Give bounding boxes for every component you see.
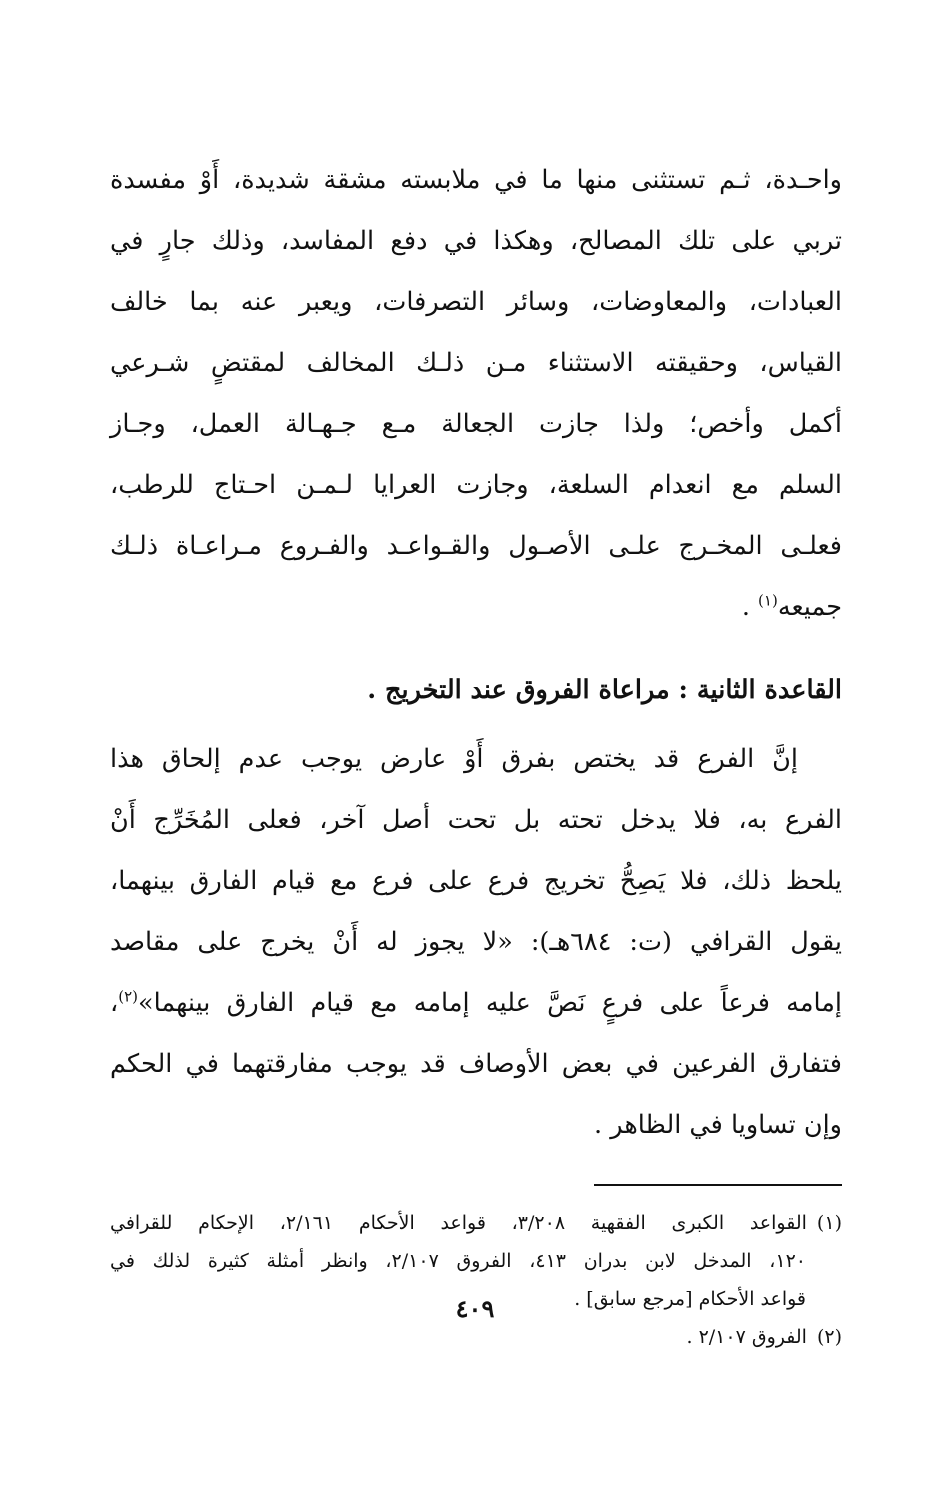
paragraph-1-line: العبادات، والمعاوضات، وسائر التصرفات، ويعبر عنه بما خالف: [110, 287, 842, 317]
footnote-2: [110, 1318, 842, 1356]
paragraph-1-line: السلم مع انعدام السلعة، وجازت العرايا لـمـن احـتاج للرطب،: [110, 470, 842, 500]
paragraph-1: [110, 150, 842, 638]
paragraph-1-line: جميعه: [777, 592, 842, 622]
paragraph-1-end: .: [741, 592, 759, 622]
footnote-line: القواعد الكبرى الفقهية ٣/٢٠٨، قواعد الأحكام ٢/١٦١، الإحكام للقرافي: [110, 1212, 807, 1234]
paragraph-1-line: أكمل وأخص؛ ولذا جازت الجعالة مـع جـهـالة العمل، وجـاز: [110, 409, 842, 439]
paragraph-2-line: إمامه فرعاً على فرعٍ نَصَّ عليه إمامه مع قيام الفارق بينهما»: [138, 988, 842, 1018]
paragraph-1-line: واحـدة، ثـم تستثنى منها ما في ملابسته مشقة شديدة، أَوْ مفسدة: [110, 165, 842, 195]
paragraph-2-ref-suffix: ،: [110, 988, 119, 1018]
footnote-line: قواعد الأحكام [مرجع سابق] .: [574, 1288, 806, 1310]
paragraph-1-line: تربي على تلك المصالح، وهكذا في دفع المفاسد، وذلك جارٍ في: [110, 226, 842, 256]
paragraph-1-line: القياس، وحقيقته الاستثناء مـن ذلـك المخالف لمقتضٍ شـرعي: [110, 348, 842, 378]
paragraph-2-line: الفرع به، فلا يدخل تحته بل تحت أصل آخر، فعلى المُخَرِّج أَنْ: [110, 805, 842, 835]
paragraph-2: [110, 729, 842, 1156]
paragraph-1-line: فعلـى المخـرج علـى الأصـول والقـواعـد والفـروع مـراعـاة ذلـك: [110, 531, 842, 561]
footnote-ref-1[interactable]: (١): [758, 591, 778, 610]
paragraph-2-line: يقول القرافي (ت: ٦٨٤هـ): «لا يجوز له أَنْ يخرج على مقاصد: [110, 927, 842, 957]
paragraph-2-quote-line: [110, 973, 842, 1034]
page-number: ٤٠٩: [455, 1294, 495, 1323]
section-heading: القاعدة الثانية : مراعاة الفروق عند التخريج .: [367, 675, 842, 705]
paragraph-1-last-line: [110, 577, 842, 638]
footnote-2-line: [110, 1318, 842, 1356]
footnote-number: (١): [816, 1212, 842, 1234]
footnote-ref-2[interactable]: (٢): [118, 987, 139, 1006]
paragraph-2-line: وإن تساويا في الظاهر .: [594, 1110, 842, 1140]
footnote-line: ١٢٠، المدخل لابن بدران ٤١٣، الفروق ٢/١٠٧، وانظر أمثلة كثيرة لذلك في: [110, 1250, 806, 1272]
paragraph-2-line: إنَّ الفرع قد يختص بفرق أَوْ عارض يوجب عدم إلحاق هذا: [110, 744, 798, 774]
footnote-1-first-line: [110, 1204, 842, 1242]
page-body: [110, 150, 842, 1356]
footnote-number: (٢): [816, 1326, 842, 1348]
footnotes: [110, 1204, 842, 1356]
paragraph-2-line: يلحظ ذلك، فلا يَصِحُّ تخريج فرع على فرع مع قيام الفارق بينهما،: [110, 866, 842, 896]
footnote-separator: [594, 1184, 842, 1186]
paragraph-2-line: فتفارق الفرعين في بعض الأوصاف قد يوجب مفارقتهما في الحكم: [110, 1049, 842, 1079]
footnote-line: الفروق ٢/١٠٧ .: [686, 1326, 807, 1348]
